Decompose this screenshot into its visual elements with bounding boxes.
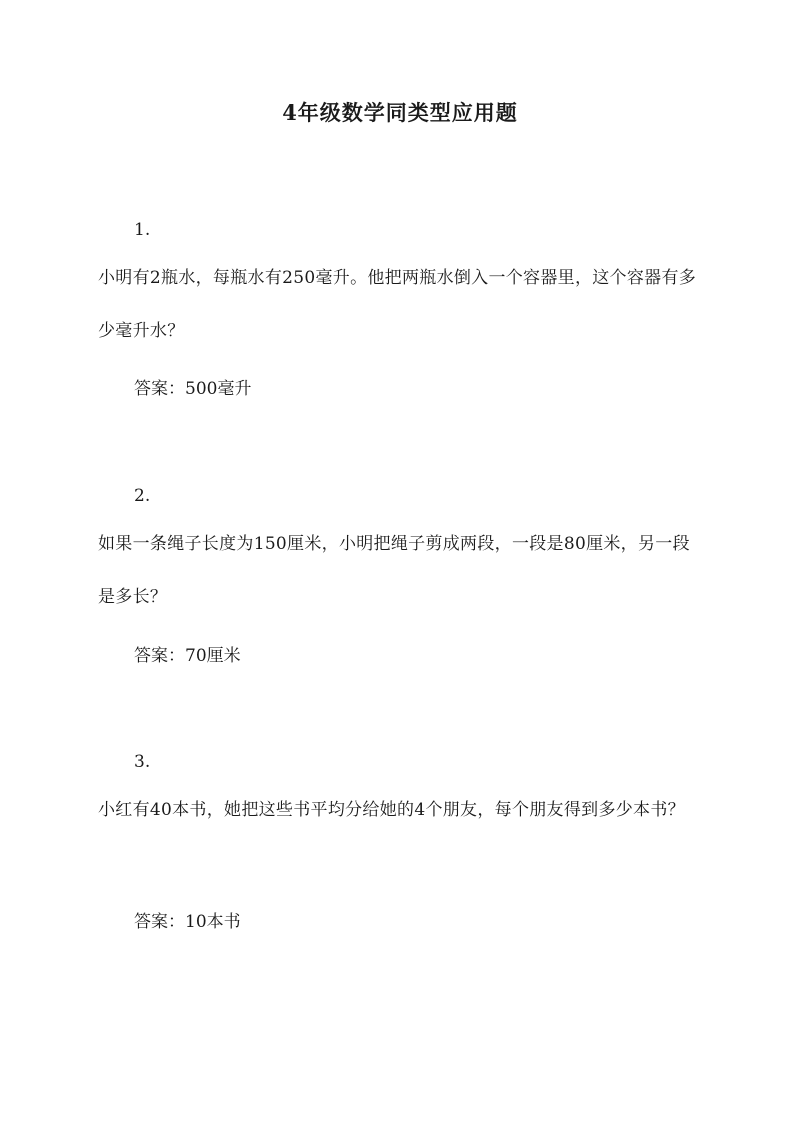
question-text: 小红有40本书，她把这些书平均分给她的4个朋友，每个朋友得到多少本书？	[98, 800, 685, 820]
question-number: 1.	[134, 220, 151, 240]
question-number: 2.	[134, 486, 151, 506]
question-text: 如果一条绳子长度为150厘米，小明把绳子剪成两段，一段是80厘米，另一段是多长？	[98, 534, 690, 607]
question-answer: 答案：500毫升	[134, 379, 252, 399]
question-answer: 答案：70厘米	[134, 646, 241, 666]
question-text: 小明有2瓶水，每瓶水有250毫升。他把两瓶水倒入一个容器里，这个容器有多少毫升水？	[98, 268, 697, 341]
page-title: 4年级数学同类型应用题	[282, 100, 518, 125]
question-number: 3.	[134, 752, 151, 772]
question-answer: 答案：10本书	[134, 912, 241, 932]
